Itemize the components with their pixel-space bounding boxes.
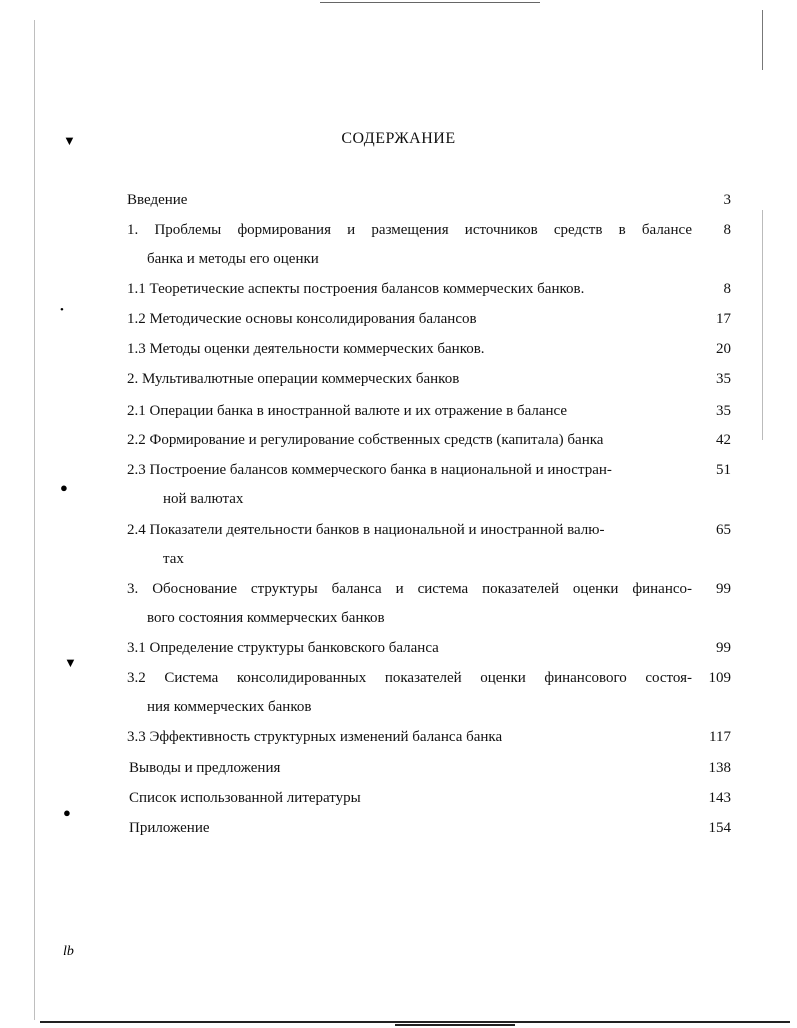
binding-hole-mark: • (60, 304, 64, 316)
binding-hole-mark: ▼ (63, 133, 76, 148)
toc-entry (0, 817, 797, 839)
toc-entry-title: 1.2 Методические основы консолидирования балансов (127, 311, 477, 327)
scan-edge-bottom (40, 1021, 790, 1023)
toc-entry-title-continued: тах (163, 551, 184, 567)
toc-entry-page: 8 (723, 222, 731, 238)
toc-entry-title: Введение (127, 192, 188, 208)
toc-entry (0, 726, 797, 748)
toc-entry-page: 154 (708, 820, 731, 836)
toc-entry-title: 3. Обоснование структуры баланса и система показателей оценки финансо- (127, 581, 692, 597)
toc-entry-title: 2. Мультивалютные операции коммерческих банков (127, 371, 460, 387)
toc-entry-page: 42 (716, 432, 731, 448)
toc-entry-title: Выводы и предложения (129, 760, 281, 776)
toc-entry-page: 8 (723, 281, 731, 297)
toc-entry (0, 787, 797, 809)
toc-entry (0, 429, 797, 451)
toc-entry (0, 400, 797, 422)
margin-handwritten-note: lb (63, 944, 74, 959)
toc-entry-page: 20 (716, 341, 731, 357)
toc-entry-page: 138 (708, 760, 731, 776)
toc-entry-continuation (0, 548, 797, 570)
toc-entry (0, 308, 797, 330)
toc-entry-title-continued: банка и методы его оценки (147, 251, 319, 267)
toc-entry-title: 1. Проблемы формирования и размещения источников средств в балансе (127, 222, 692, 238)
scan-edge-right (762, 10, 763, 70)
toc-entry-continuation (0, 696, 797, 718)
page-title: СОДЕРЖАНИЕ (341, 130, 456, 147)
toc-entry-page: 3 (723, 192, 731, 208)
toc-entry (0, 219, 797, 241)
toc-entry-page: 65 (716, 522, 731, 538)
toc-entry-title: 3.3 Эффективность структурных изменений баланса банка (127, 729, 503, 745)
toc-entry-title: Список использованной литературы (129, 790, 361, 806)
toc-entry-title: Приложение (129, 820, 210, 836)
binding-hole-mark: ● (63, 805, 71, 820)
toc-entry-page: 117 (709, 729, 731, 745)
toc-entry (0, 459, 797, 481)
toc-entry (0, 757, 797, 779)
toc-entry-title: 2.3 Построение балансов коммерческого банка в национальной и иностран- (127, 462, 612, 478)
toc-entry-title: 1.1 Теоретические аспекты построения балансов коммерческих банков. (127, 281, 585, 297)
toc-entry-page: 17 (716, 311, 731, 327)
toc-entry-title-continued: вого состояния коммерческих банков (147, 610, 385, 626)
toc-entry (0, 519, 797, 541)
toc-entry-title: 2.2 Формирование и регулирование собственных средств (капитала) банка (127, 432, 604, 448)
binding-hole-mark: ▼ (64, 655, 77, 670)
binding-hole-mark: ● (60, 480, 68, 495)
toc-entry-title: 3.2 Система консолидированных показателей оценки финансового состоя- (127, 670, 692, 686)
toc-entry (0, 338, 797, 360)
toc-entry-title: 2.1 Операции банка в иностранной валюте и их отражение в балансе (127, 403, 568, 419)
toc-entry-title: 2.4 Показатели деятельности банков в национальной и иностранной валю- (127, 522, 605, 538)
toc-entry-title: 1.3 Методы оценки деятельности коммерческих банков. (127, 341, 485, 357)
toc-entry-page: 143 (708, 790, 731, 806)
toc-entry-page: 51 (716, 462, 731, 478)
toc-entry (0, 189, 797, 211)
scan-edge-bottom-thick (395, 1024, 515, 1026)
toc-entry-page: 35 (716, 371, 731, 387)
toc-entry-continuation (0, 488, 797, 510)
toc-entry (0, 368, 797, 390)
toc-entry-title-continued: ной валютах (163, 491, 244, 507)
toc-entry-page: 109 (708, 670, 731, 686)
toc-entry-page: 99 (716, 581, 731, 597)
toc-entry-title-continued: ния коммерческих банков (147, 699, 312, 715)
toc-entry-title: 3.1 Определение структуры банковского баланса (127, 640, 439, 656)
toc-entry-page: 99 (716, 640, 731, 656)
toc-entry (0, 667, 797, 689)
toc-entry-page: 35 (716, 403, 731, 419)
toc-entry-continuation (0, 607, 797, 629)
toc-entry (0, 278, 797, 300)
toc-entry-continuation (0, 248, 797, 270)
scan-edge-top (320, 2, 540, 3)
toc-entry (0, 578, 797, 600)
toc-entry (0, 637, 797, 659)
